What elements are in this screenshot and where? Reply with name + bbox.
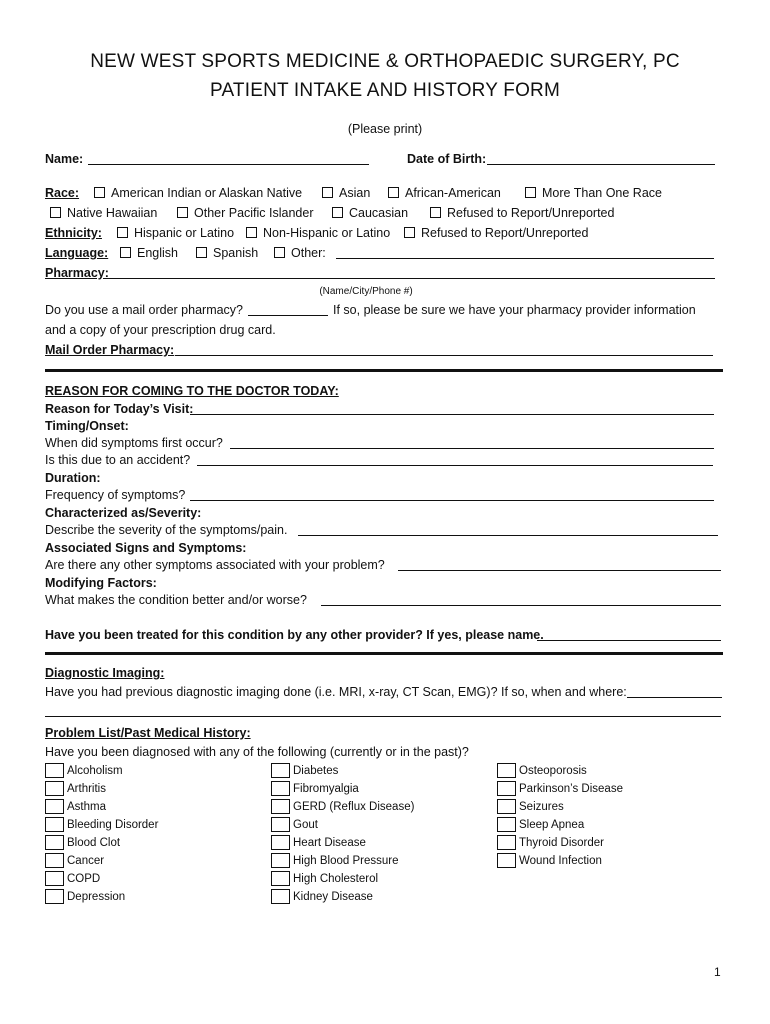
mail-order-pharmacy-field[interactable] (175, 344, 713, 356)
section-divider (45, 652, 723, 655)
checkbox-asthma[interactable] (45, 799, 64, 814)
severity-question: Describe the severity of the symptoms/pain. (45, 523, 288, 537)
condition-label: High Cholesterol (293, 873, 379, 885)
race-option-american-indian[interactable]: American Indian or Alaskan Native (94, 186, 302, 200)
checkbox-icon (94, 187, 105, 198)
form-title-line1: NEW WEST SPORTS MEDICINE & ORTHOPAEDIC SURGERY, PC (90, 51, 680, 72)
race-label: Race: (45, 186, 80, 200)
condition-label: Kidney Disease (293, 891, 373, 903)
checkbox-wound-infection[interactable] (497, 853, 516, 868)
history-heading: Problem List/Past Medical History: (45, 726, 251, 740)
checkbox-icon (246, 227, 257, 238)
dob-label: Date of Birth: (407, 152, 487, 166)
checkbox-arthritis[interactable] (45, 781, 64, 796)
mail-order-answer-field[interactable] (248, 304, 328, 316)
when-field[interactable] (230, 437, 714, 449)
condition-label: Thyroid Disorder (519, 837, 604, 849)
checkbox-icon (322, 187, 333, 198)
pharmacy-hint: (Name/City/Phone #) (319, 286, 413, 297)
condition-label: Seizures (519, 801, 564, 813)
condition-label: Wound Infection (519, 855, 602, 867)
mail-order-note-cont: and a copy of your prescription drug card. (45, 323, 276, 337)
better-worse-field[interactable] (321, 594, 721, 606)
other-symptoms-field[interactable] (398, 559, 721, 571)
checkbox-icon (196, 247, 207, 258)
checkbox-alcoholism[interactable] (45, 763, 64, 778)
checkbox-gerd[interactable] (271, 799, 290, 814)
checkbox-bleeding-disorder[interactable] (45, 817, 64, 832)
race-option-pacific-islander[interactable]: Other Pacific Islander (177, 206, 314, 220)
condition-label: Fibromyalgia (293, 783, 359, 795)
checkbox-icon (404, 227, 415, 238)
checkbox-high-cholesterol[interactable] (271, 871, 290, 886)
condition-label: Osteoporosis (519, 765, 587, 777)
checkbox-icon (388, 187, 399, 198)
checkbox-cancer[interactable] (45, 853, 64, 868)
imaging-question: Have you had previous diagnostic imaging done (i.e. MRI, x-ray, CT Scan, EMG)? If so, when and where: (45, 685, 627, 699)
checkbox-heart-disease[interactable] (271, 835, 290, 850)
condition-label: Heart Disease (293, 837, 366, 849)
condition-label: Depression (67, 891, 126, 903)
other-symptoms-question: Are there any other symptoms associated with your problem? (45, 558, 385, 572)
mail-order-note: If so, please be sure we have your pharmacy provider information (333, 303, 696, 317)
accident-question: Is this due to an accident? (45, 453, 191, 467)
checkbox-thyroid-disorder[interactable] (497, 835, 516, 850)
checkbox-blood-clot[interactable] (45, 835, 64, 850)
treated-field[interactable] (537, 629, 721, 641)
mail-order-question: Do you use a mail order pharmacy? (45, 303, 244, 317)
condition-label: Bleeding Disorder (67, 819, 159, 831)
condition-label: GERD (Reflux Disease) (293, 801, 415, 813)
name-label: Name: (45, 152, 84, 166)
timing-label: Timing/Onset: (45, 419, 129, 433)
reason-field[interactable] (190, 403, 714, 415)
characterized-label: Characterized as/Severity: (45, 506, 202, 520)
associated-label: Associated Signs and Symptoms: (45, 541, 247, 555)
duration-label: Duration: (45, 471, 101, 485)
race-option-asian[interactable]: Asian (322, 186, 370, 200)
checkbox-seizures[interactable] (497, 799, 516, 814)
checkbox-high-blood-pressure[interactable] (271, 853, 290, 868)
condition-label: Asthma (67, 801, 106, 813)
condition-label: Alcoholism (67, 765, 123, 777)
race-option-caucasian[interactable]: Caucasian (332, 206, 408, 220)
checkbox-copd[interactable] (45, 871, 64, 886)
ethnicity-label: Ethnicity: (45, 226, 102, 240)
race-option-african-american[interactable]: African-American (388, 186, 501, 200)
form-title-line2: PATIENT INTAKE AND HISTORY FORM (209, 80, 561, 101)
severity-field[interactable] (298, 524, 718, 536)
checkbox-icon (332, 207, 343, 218)
condition-label: Diabetes (293, 765, 339, 777)
checkbox-sleep-apnea[interactable] (497, 817, 516, 832)
checkbox-icon (525, 187, 536, 198)
mail-order-pharmacy-label: Mail Order Pharmacy: (45, 343, 175, 357)
treated-question: Have you been treated for this condition by any other provider? If yes, please name. (45, 628, 544, 642)
ethnicity-option-hispanic[interactable]: Hispanic or Latino (117, 226, 234, 240)
language-option-spanish[interactable]: Spanish (196, 246, 258, 260)
checkbox-icon (50, 207, 61, 218)
condition-label: Sleep Apnea (519, 819, 585, 831)
pharmacy-field[interactable] (108, 267, 715, 279)
checkbox-gout[interactable] (271, 817, 290, 832)
better-worse-question: What makes the condition better and/or worse? (45, 593, 307, 607)
condition-label: Gout (293, 819, 318, 831)
checkbox-osteoporosis[interactable] (497, 763, 516, 778)
name-field[interactable] (88, 153, 369, 165)
reason-heading: REASON FOR COMING TO THE DOCTOR TODAY: (45, 384, 339, 398)
frequency-field[interactable] (190, 489, 714, 501)
race-option-native-hawaiian[interactable]: Native Hawaiian (50, 206, 157, 220)
checkbox-icon (430, 207, 441, 218)
checkbox-fibromyalgia[interactable] (271, 781, 290, 796)
condition-label: Parkinson’s Disease (519, 783, 623, 795)
checkbox-parkinsons[interactable] (497, 781, 516, 796)
condition-label: Blood Clot (67, 837, 121, 849)
checkbox-icon (117, 227, 128, 238)
checkbox-depression[interactable] (45, 889, 64, 904)
ethnicity-option-non-hispanic[interactable]: Non-Hispanic or Latino (246, 226, 390, 240)
race-option-refused[interactable]: Refused to Report/Unreported (430, 206, 614, 220)
please-print-note: (Please print) (347, 122, 423, 136)
imaging-field-line2[interactable] (45, 705, 721, 717)
checkbox-icon (177, 207, 188, 218)
page-number: 1 (714, 965, 721, 979)
condition-label: Arthritis (67, 783, 106, 795)
language-option-other[interactable]: Other: (274, 246, 326, 260)
section-divider (45, 369, 723, 372)
accident-field[interactable] (197, 454, 713, 466)
condition-label: High Blood Pressure (293, 855, 399, 867)
language-option-english[interactable]: English (120, 246, 178, 260)
ethnicity-option-refused[interactable]: Refused to Report/Unreported (404, 226, 588, 240)
checkbox-icon (120, 247, 131, 258)
pharmacy-label: Pharmacy: (45, 266, 109, 280)
language-other-field[interactable] (336, 247, 714, 259)
history-question: Have you been diagnosed with any of the following (currently or in the past)? (45, 745, 469, 759)
checkbox-diabetes[interactable] (271, 763, 290, 778)
dob-field[interactable] (487, 153, 715, 165)
imaging-heading: Diagnostic Imaging: (45, 666, 165, 680)
modifying-label: Modifying Factors: (45, 576, 157, 590)
condition-label: Cancer (67, 855, 105, 867)
reason-label: Reason for Today’s Visit: (45, 402, 194, 416)
checkbox-kidney-disease[interactable] (271, 889, 290, 904)
condition-label: COPD (67, 873, 101, 885)
checkbox-icon (274, 247, 285, 258)
when-question: When did symptoms first occur? (45, 436, 223, 450)
imaging-field[interactable] (627, 686, 722, 698)
frequency-question: Frequency of symptoms? (45, 488, 186, 502)
race-option-more-than-one[interactable]: More Than One Race (525, 186, 662, 200)
language-label: Language: (45, 246, 109, 260)
